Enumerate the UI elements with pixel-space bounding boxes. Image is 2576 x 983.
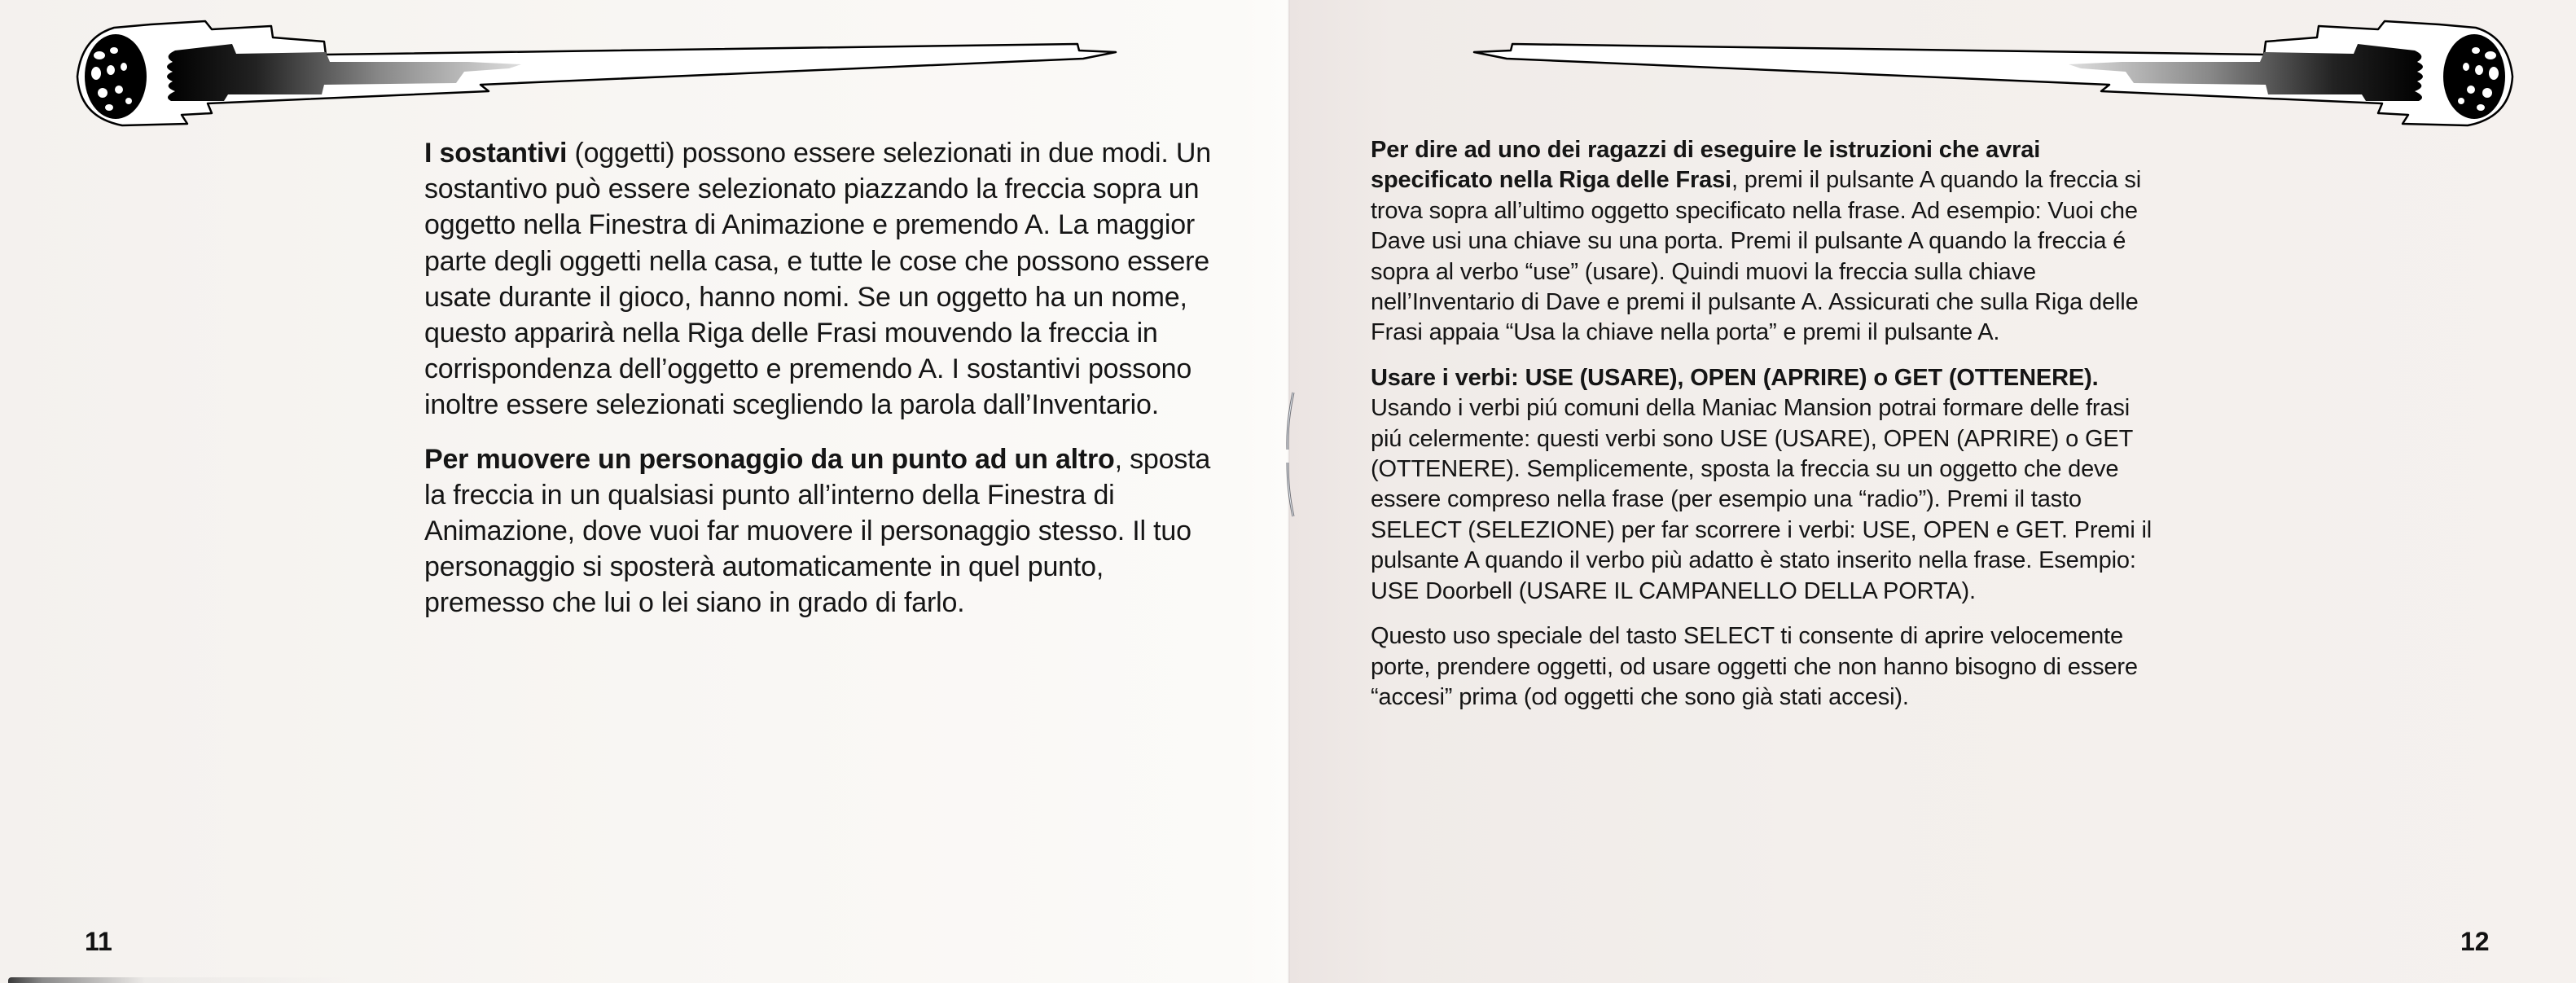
paragraph-heading: Per dire ad uno dei ragazzi di eseguire le istruzioni che avrai specificato nella Riga delle Frasi [1371,137,2041,194]
left-page-body [424,135,1222,639]
page-edge-shadow [8,977,350,983]
paragraph-text: Questo uso speciale del tasto SELECT ti consente di aprire velocemente porte, prendere oggetti, od usare oggetti che non hanno bisogno di essere “accesi” prima (od oggetti che sono già stati accesi). [1371,623,2138,710]
comet-icon [65,20,1124,134]
comet-icon [1466,20,2525,134]
paragraph-text: , premi il pulsante A quando la freccia si trova sopra all’ultimo oggetto specificato nella frase. Ad esempio: Vuoi che Dave usi una chiave su una porta. Premi il pulsante A quando la freccia é sopra al verbo “use” (usare). Quindi muovi la freccia sulla chiave nell’Inventario di Dave e premi il pulsante A. Assicurati che sulla Riga delle Frasi appaia “Usa la chiave nella porta” e premi il pulsante A. [1371,167,2142,346]
paragraph-move-character [424,441,1222,621]
right-page-body [1371,135,2153,727]
paragraph-heading: Per muovere un personaggio da un punto ad un altro [424,443,1115,475]
paragraph-text: , sposta la freccia in un qualsiasi punto all’interno della Finestra di Animazione, dove vuoi far muovere il personaggio stesso. Il tuo personaggio si sposterà automaticamente in quel punto, premesso che lui o lei siano in grado di farlo. [424,443,1211,619]
paragraph-nouns [424,135,1222,423]
paragraph-select-usage [1371,621,2153,713]
paragraph-text: Usando i verbi piú comuni della Maniac Mansion potrai formare delle frasi piú celermente: questi verbi sono USE (USARE), OPEN (APRIRE) o GET (OTTENERE). Semplicemente, sposta la freccia su un oggetto che deve essere compreso nella frase (per esempio una “radio”). Premi il tasto SELECT (SELEZIONE) per far scorrere i verbi: USE, OPEN e GET. Premi il pulsante A quando il verbo più adatto è stato inserito nella frase. Esempio: USE Doorbell (USARE IL CAMPANELLO DELLA PORTA). [1371,395,2153,604]
paragraph-text: (oggetti) possono essere selezionati in due modi. Un sostantivo può essere selezionato piazzando la freccia sopra un oggetto nella Finestra di Animazione e premendo A. La maggior parte degli oggetti nella casa, e tutte le cose che possono essere usate durante il gioco, hanno nomi. Se un oggetto ha un nome, questo apparirà nella Riga delle Frasi mouvendo la freccia in corrispondenza dell’oggetto e premendo A. I sostantivi possono inoltre essere selezionati scegliendo la parola dall’Inventario. [424,138,1211,421]
page-number-right: 12 [2460,927,2490,956]
paragraph-heading: I sostantivi [424,138,568,169]
staple-icon [1285,389,1297,521]
paragraph-heading: Usare i verbi: USE (USARE), OPEN (APRIRE) o GET (OTTENERE). [1371,364,2099,391]
paragraph-give-instructions [1371,135,2153,349]
paragraph-use-verbs [1371,363,2153,607]
page-number-left: 11 [85,927,112,956]
